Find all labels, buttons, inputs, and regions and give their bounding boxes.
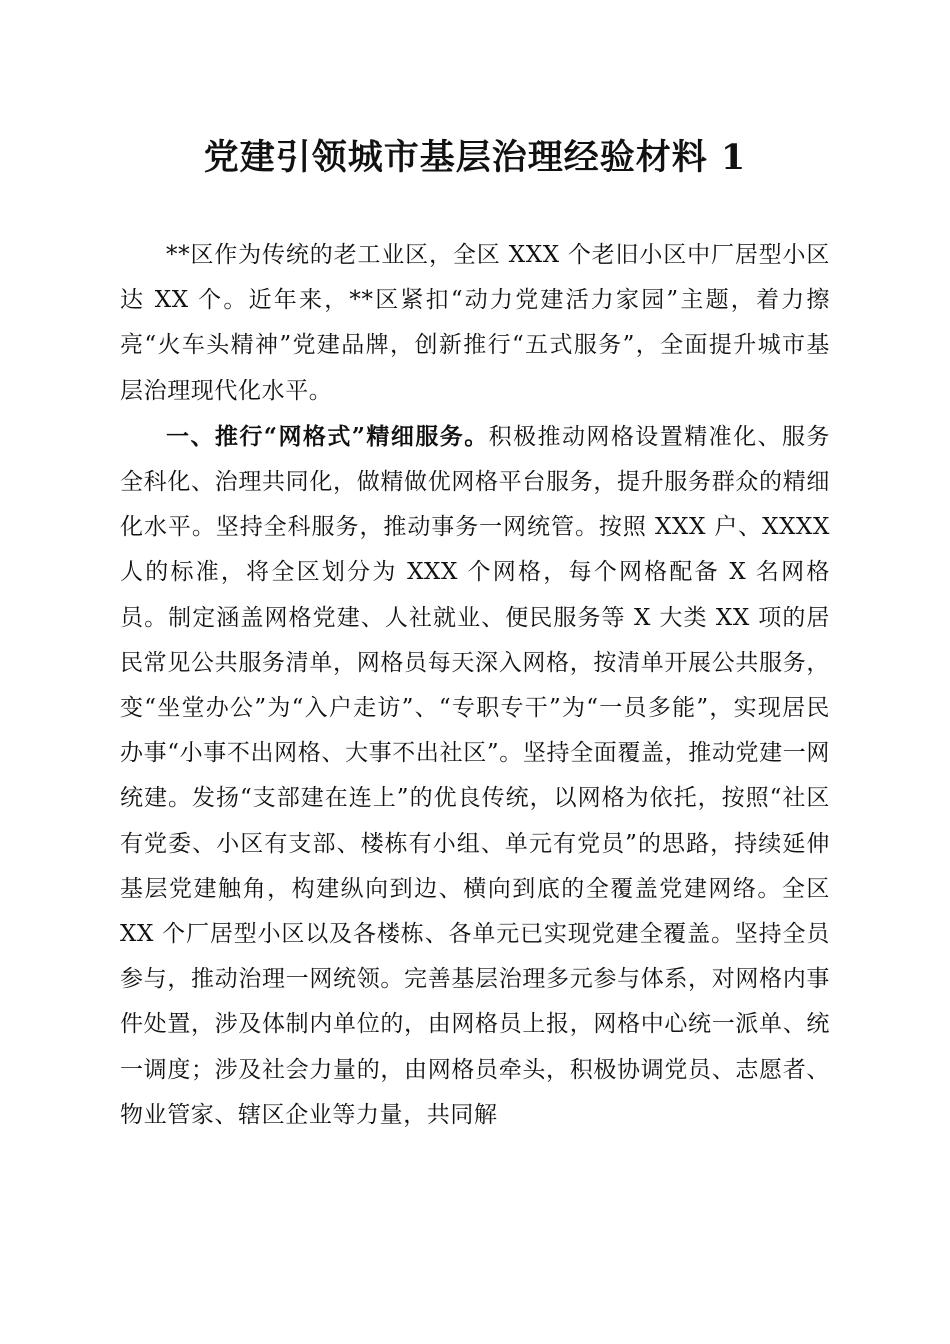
paragraph-section-1 [120,414,830,1138]
paragraph-intro-text: **区作为传统的老工业区，全区 XXX 个老旧小区中厂居型小区达 XX 个。近年来，**区紧扣“动力党建活力家园”主题，着力擦亮“火车头精神”党建品牌，创新推行“五式服务”，全面提升城市基层治理现代化水平。 [120,242,830,404]
section-1-heading: 一、推行“网格式”精细服务。 [166,422,489,450]
section-1-text: 积极推动网格设置精准化、服务全科化、治理共同化，做精做优网格平台服务，提升服务群众的精细化水平。坚持全科服务，推动事务一网统管。按照 XXX 户、XXXX 人的标准，将全区划分为 XXX 个网格，每个网格配备 X 名网格员。制定涵盖网格党建、人社就业、便民服务等 X 大类 XX 项的居民常见公共服务清单，网格员每天深入网格，按清单开展公共服务，变“坐堂办公”为“入户走访”、“专职专干”为“一员多能”，实现居民办事“小事不出网格、大事不出社区”。坚持全面覆盖，推动党建一网统建。发扬“支部建在连上”的优良传统，以网格为依托，按照“社区有党委、小区有支部、楼栋有小组、单元有党员”的思路，持续延伸基层党建触角，构建纵向到边、横向到底的全覆盖党建网络。全区 XX 个厂居型小区以及各楼栋、各单元已实现党建全覆盖。坚持全员参与，推动治理一网统领。完善基层治理多元参与体系，对网格内事件处置，涉及体制内单位的，由网格员上报，网格中心统一派单、统一调度；涉及社会力量的，由网格员牵头，积极协调党员、志愿者、物业管家、辖区企业等力量，共同解 [120,423,831,1128]
document-title: 党建引领城市基层治理经验材料 1 [203,137,747,178]
document-body [120,233,830,1138]
paragraph-intro [120,233,830,414]
